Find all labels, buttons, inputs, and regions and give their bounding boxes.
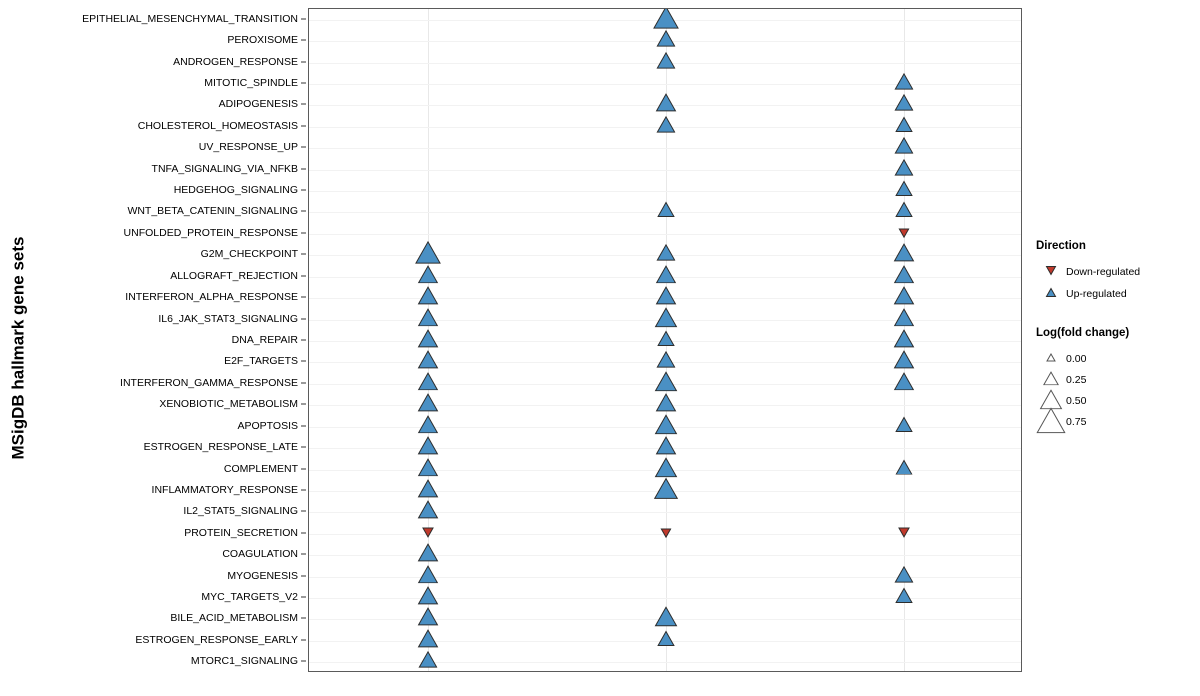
y-axis-tick-mark <box>301 532 306 533</box>
data-point-marker[interactable] <box>895 116 913 137</box>
data-point-marker[interactable] <box>418 501 439 525</box>
grid-line-horizontal <box>309 148 1021 149</box>
y-axis-tick-mark <box>301 340 306 341</box>
legend-size-rows <box>1036 348 1196 432</box>
triangle-outline-icon <box>1036 369 1066 391</box>
y-axis-tick-label: MTORC1_SIGNALING <box>190 655 298 668</box>
y-axis-tick-label: MITOTIC_SPINDLE <box>204 76 298 89</box>
grid-line-horizontal <box>309 84 1021 85</box>
y-axis-tick-mark <box>301 254 306 255</box>
y-axis-tick-label: EPITHELIAL_MESENCHYMAL_TRANSITION <box>82 12 298 25</box>
y-axis-tick-mark <box>301 404 306 405</box>
data-point-marker[interactable] <box>418 629 439 653</box>
y-axis-tick-label: IL6_JAK_STAT3_SIGNALING <box>158 312 298 325</box>
data-point-marker[interactable] <box>657 331 675 352</box>
data-point-marker[interactable] <box>657 202 675 223</box>
data-point-marker[interactable] <box>418 436 439 460</box>
legend-direction-item[interactable] <box>1036 283 1196 305</box>
legend-direction-label: Up-regulated <box>1066 288 1127 300</box>
data-point-marker[interactable] <box>898 225 909 243</box>
y-axis-tick-mark <box>301 639 306 640</box>
data-point-marker[interactable] <box>895 459 913 480</box>
data-point-marker[interactable] <box>418 479 439 503</box>
y-axis-tick-mark <box>301 18 306 19</box>
data-point-marker[interactable] <box>418 458 439 482</box>
legend-size-label: 0.25 <box>1066 373 1087 386</box>
y-axis-tick-label: DNA_REPAIR <box>231 334 298 346</box>
y-axis-tick-mark <box>301 489 306 490</box>
y-axis-tick-mark <box>301 468 306 469</box>
y-axis-tick-label: XENOBIOTIC_METABOLISM <box>159 398 298 411</box>
y-axis-tick-mark <box>301 382 306 383</box>
y-axis-tick-label: COMPLEMENT <box>223 462 298 475</box>
data-point-marker[interactable] <box>894 94 913 116</box>
data-point-marker[interactable] <box>895 181 913 202</box>
legend-direction <box>1036 240 1196 305</box>
data-point-marker[interactable] <box>656 30 675 52</box>
y-axis-tick-mark <box>301 40 306 41</box>
y-axis-tick-label: MYOGENESIS <box>227 569 298 582</box>
data-point-marker[interactable] <box>418 608 439 632</box>
data-point-marker[interactable] <box>418 565 439 589</box>
data-point-marker[interactable] <box>894 308 915 332</box>
data-point-marker[interactable] <box>418 393 439 417</box>
grid-line-horizontal <box>309 662 1021 663</box>
y-axis-tick-label: MYC_TARGETS_V2 <box>201 591 298 604</box>
y-axis-tick-mark <box>301 318 306 319</box>
data-point-marker[interactable] <box>660 525 671 543</box>
y-axis-tick-labels <box>40 0 308 696</box>
y-axis-tick-label: UV_RESPONSE_UP <box>198 141 298 154</box>
y-axis-tick-mark <box>301 168 306 169</box>
y-axis-tick-label: COAGULATION <box>222 548 298 561</box>
data-point-marker[interactable] <box>654 478 679 505</box>
y-axis-tick-mark <box>301 661 306 662</box>
data-point-marker[interactable] <box>418 372 439 396</box>
y-axis-tick-mark <box>301 104 306 105</box>
legend-size-label: 0.00 <box>1066 352 1087 365</box>
data-point-marker[interactable] <box>894 286 915 310</box>
y-axis-tick-mark <box>301 275 306 276</box>
triangle-up-icon <box>1036 283 1066 305</box>
y-axis-title <box>0 0 36 696</box>
legend-direction-label: Down-regulated <box>1066 266 1141 278</box>
grid-line-horizontal <box>309 555 1021 556</box>
y-axis-tick-label: PEROXISOME <box>227 34 298 47</box>
y-axis-tick-label: BILE_ACID_METABOLISM <box>170 612 298 625</box>
y-axis-tick-mark <box>301 425 306 426</box>
legend-size-item[interactable] <box>1036 411 1196 432</box>
y-axis-tick-label: ESTROGEN_RESPONSE_EARLY <box>135 633 298 646</box>
data-point-marker[interactable] <box>418 415 439 439</box>
data-point-marker[interactable] <box>894 137 913 159</box>
y-axis-tick-mark <box>301 575 306 576</box>
data-point-marker[interactable] <box>656 51 675 73</box>
y-axis-tick-label: G2M_CHECKPOINT <box>200 248 298 261</box>
y-axis-tick-label: TNFA_SIGNALING_VIA_NFKB <box>151 162 298 175</box>
y-axis-tick-label: WNT_BETA_CATENIN_SIGNALING <box>127 205 298 218</box>
y-axis-tick-mark <box>301 125 306 126</box>
y-axis-tick-mark <box>301 211 306 212</box>
data-point-marker[interactable] <box>422 525 434 543</box>
y-axis-tick-label: CHOLESTEROL_HOMEOSTASIS <box>137 119 298 132</box>
grid-line-horizontal <box>309 191 1021 192</box>
legend-size-title: Log(fold change) <box>1036 327 1130 339</box>
y-axis-tick-mark <box>301 618 306 619</box>
legend <box>1036 240 1196 432</box>
grid-line-horizontal <box>309 170 1021 171</box>
y-axis-tick-label: INTERFERON_GAMMA_RESPONSE <box>120 376 298 389</box>
data-point-marker[interactable] <box>418 308 439 332</box>
y-axis-title-text: MSigDB hallmark gene sets <box>8 236 27 460</box>
grid-line-horizontal <box>309 577 1021 578</box>
legend-size-label: 0.75 <box>1066 415 1087 428</box>
data-point-marker[interactable] <box>655 307 678 332</box>
data-point-marker[interactable] <box>418 329 439 353</box>
y-axis-tick-mark <box>301 361 306 362</box>
y-axis-tick-mark <box>301 232 306 233</box>
y-axis-tick-label: HEDGEHOG_SIGNALING <box>173 184 298 197</box>
legend-direction-item[interactable] <box>1036 261 1196 283</box>
y-axis-tick-label: ALLOGRAFT_REJECTION <box>170 269 298 282</box>
data-point-marker[interactable] <box>418 265 439 289</box>
legend-direction-title: Direction <box>1036 240 1086 252</box>
grid-line-horizontal <box>309 234 1021 235</box>
y-axis-tick-label: INFLAMMATORY_RESPONSE <box>151 483 298 496</box>
data-point-marker[interactable] <box>894 243 915 267</box>
data-point-marker[interactable] <box>418 543 439 567</box>
grid-line-horizontal <box>309 512 1021 513</box>
data-point-marker[interactable] <box>418 651 437 672</box>
data-point-marker[interactable] <box>894 329 915 353</box>
legend-size-item[interactable] <box>1036 369 1196 390</box>
y-axis-tick-label: E2F_TARGETS <box>224 355 298 368</box>
y-axis-tick-mark <box>301 61 306 62</box>
data-point-marker[interactable] <box>894 351 915 375</box>
data-point-marker[interactable] <box>894 372 915 396</box>
data-point-marker[interactable] <box>418 351 439 375</box>
triangle-down-icon <box>1036 261 1066 283</box>
y-axis-tick-mark <box>301 511 306 512</box>
data-point-marker[interactable] <box>894 265 915 289</box>
y-axis-tick-mark <box>301 190 306 191</box>
data-point-marker[interactable] <box>894 565 913 587</box>
data-point-marker[interactable] <box>895 588 913 609</box>
data-point-marker[interactable] <box>656 265 677 289</box>
data-point-marker[interactable] <box>656 244 675 266</box>
data-point-marker[interactable] <box>657 630 675 651</box>
y-axis-tick-mark <box>301 147 306 148</box>
data-point-marker[interactable] <box>655 607 678 632</box>
y-axis-tick-mark <box>301 554 306 555</box>
legend-size-item[interactable] <box>1036 348 1196 369</box>
y-axis-tick-label: ANDROGEN_RESPONSE <box>173 55 298 68</box>
y-axis-tick-label: UNFOLDED_PROTEIN_RESPONSE <box>123 226 298 239</box>
plot-panel <box>308 8 1022 672</box>
data-point-marker[interactable] <box>894 73 913 95</box>
triangle-outline-icon <box>1036 348 1066 370</box>
data-point-marker[interactable] <box>898 525 910 543</box>
data-point-marker[interactable] <box>895 202 913 223</box>
legend-size <box>1036 327 1196 432</box>
data-point-marker[interactable] <box>418 586 439 610</box>
legend-size-label: 0.50 <box>1066 394 1087 407</box>
data-point-marker[interactable] <box>894 159 913 181</box>
data-point-marker[interactable] <box>656 116 675 138</box>
data-point-marker[interactable] <box>895 416 913 437</box>
legend-direction-rows <box>1036 261 1196 305</box>
data-point-marker[interactable] <box>656 94 677 118</box>
y-axis-tick-mark <box>301 82 306 83</box>
y-axis-tick-label: INTERFERON_ALPHA_RESPONSE <box>125 291 298 304</box>
y-axis-tick-label: PROTEIN_SECRETION <box>184 526 298 539</box>
y-axis-tick-label: ADIPOGENESIS <box>218 98 298 111</box>
triangle-outline-icon <box>1036 411 1066 433</box>
y-axis-tick-mark <box>301 597 306 598</box>
grid-line-horizontal <box>309 598 1021 599</box>
y-axis-tick-label: IL2_STAT5_SIGNALING <box>183 505 298 518</box>
y-axis-tick-label: APOPTOSIS <box>237 419 298 432</box>
y-axis-tick-label: ESTROGEN_RESPONSE_LATE <box>143 441 298 454</box>
y-axis-tick-mark <box>301 447 306 448</box>
data-point-marker[interactable] <box>418 286 439 310</box>
y-axis-tick-mark <box>301 297 306 298</box>
